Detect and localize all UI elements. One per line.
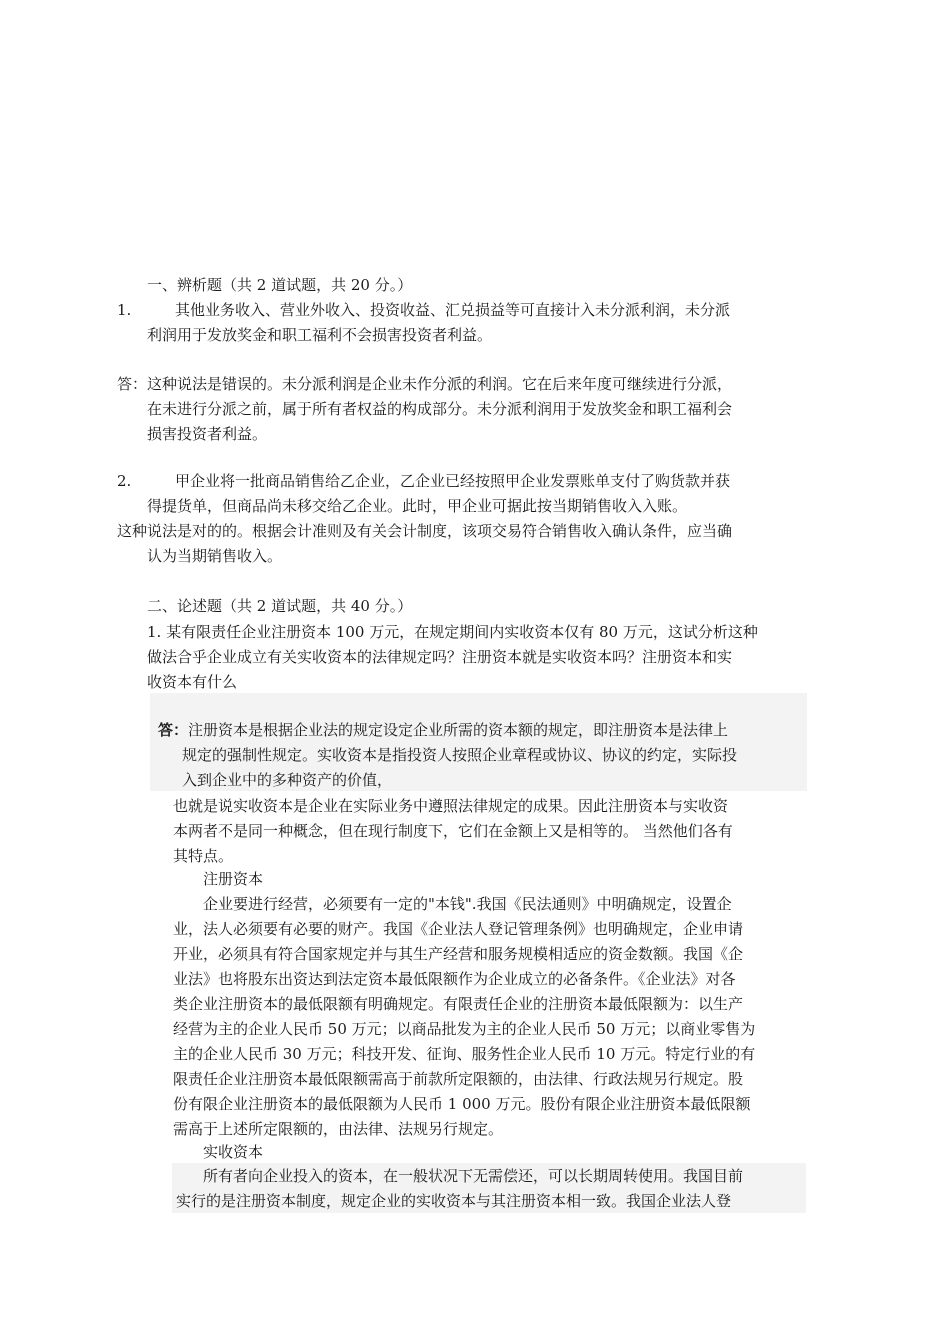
- q1-line-2: 利润用于发放奖金和职工福利不会损害投资者利益。: [147, 326, 493, 344]
- p3-line-4: 业法》也将股东出资达到法定资本最低限额作为企业成立的必备条件。《企业法》对各: [173, 970, 736, 988]
- p3-line-3: 开业，必须具有符合国家规定并与其生产经营和服务规模相适应的资金数额。我国《企: [173, 945, 744, 963]
- p3-line-5: 类企业注册资本的最低限额有明确规定。有限责任企业的注册资本最低限额为：以生产: [173, 995, 744, 1013]
- a1-line-1: 这种说法是错误的。未分派利润是企业未作分派的利润。它在后来年度可继续进行分派，: [147, 375, 733, 393]
- p3-line-2: 业，法人必须要有必要的财产。我国《企业法人登记管理条例》也明确规定，企业申请: [173, 920, 744, 938]
- p3-line-6: 经营为主的企业人民币 50 万元；以商品批发为主的企业人民币 50 万元；以商业零售为: [173, 1020, 756, 1038]
- q1-number: 1.: [117, 301, 132, 319]
- q2-line-1: 甲企业将一批商品销售给乙企业，乙企业已经按照甲企业发票账单支付了购货款并获: [175, 472, 731, 490]
- s2-q1-line-1: 1. 某有限责任企业注册资本 100 万元，在规定期间内实收资本仅有 80 万元，这试分析这种: [147, 623, 758, 641]
- q2-number: 2.: [117, 472, 132, 490]
- p2-line-2: 本两者不是同一种概念，但在现行制度下，它们在金额上又是相等的。 当然他们各有: [173, 822, 733, 840]
- q1-line-1: 其他业务收入、营业外收入、投资收益、汇兑损益等可直接计入未分派利润，未分派: [175, 301, 731, 319]
- s2-a1-prefix: 答：: [158, 721, 189, 739]
- a1-line-2: 在未进行分派之前，属于所有者权益的构成部分。未分派利润用于发放奖金和职工福利会: [147, 400, 733, 418]
- p3-line-10: 需高于上述所定限额的，由法律、法规另行规定。: [173, 1120, 504, 1138]
- sub-heading-paid-in-capital: 实收资本: [203, 1143, 264, 1161]
- a1-prefix: 答：: [117, 375, 148, 393]
- p2-line-3: 其特点。: [173, 847, 234, 865]
- p3-line-9: 份有限企业注册资本的最低限额为人民币 1 000 万元。股份有限企业注册资本最低限额: [173, 1095, 751, 1113]
- p2-line-1: 也就是说实收资本是企业在实际业务中遵照法律规定的成果。因此注册资本与实收资: [173, 797, 729, 815]
- a1-line-3: 损害投资者利益。: [147, 425, 268, 443]
- s2-a1-line-2: 规定的强制性规定。实收资本是指投资人按照企业章程或协议、协议的约定，实际投: [182, 746, 738, 764]
- a2-line-2: 认为当期销售收入。: [147, 547, 283, 565]
- section2-heading: 二、论述题（共 2 道试题，共 40 分。）: [147, 597, 413, 615]
- p3-line-7: 主的企业人民币 30 万元；科技开发、征询、服务性企业人民币 10 万元。特定行业的有: [173, 1045, 756, 1063]
- sub-heading-registered-capital: 注册资本: [203, 870, 264, 888]
- p3-line-1: 企业要进行经营，必须要有一定的"本钱".我国《民法通则》中明确规定，设置企: [203, 895, 732, 913]
- a2-line-1: 这种说法是对的的。根据会计准则及有关会计制度，该项交易符合销售收入确认条件，应当确: [117, 522, 733, 540]
- s2-q1-line-3: 收资本有什么: [147, 673, 238, 691]
- s2-a1-line-3: 入到企业中的多种资产的价值，: [182, 771, 393, 789]
- p4-line-1: 所有者向企业投入的资本，在一般状况下无需偿还，可以长期周转使用。我国目前: [203, 1167, 744, 1185]
- s2-a1-line-1: 注册资本是根据企业法的规定设定企业所需的资本额的规定，即注册资本是法律上: [188, 721, 729, 739]
- s2-q1-line-2: 做法合乎企业成立有关实收资本的法律规定吗？注册资本就是实收资本吗？注册资本和实: [147, 648, 733, 666]
- p3-line-8: 限责任企业注册资本最低限额需高于前款所定限额的，由法律、行政法规另行规定。股: [173, 1070, 744, 1088]
- section1-heading: 一、辨析题（共 2 道试题，共 20 分。）: [147, 276, 413, 294]
- p4-line-2: 实行的是注册资本制度，规定企业的实收资本与其注册资本相一致。我国企业法人登: [176, 1192, 732, 1210]
- q2-line-2: 得提货单，但商品尚未移交给乙企业。此时，甲企业可据此按当期销售收入入账。: [147, 497, 688, 515]
